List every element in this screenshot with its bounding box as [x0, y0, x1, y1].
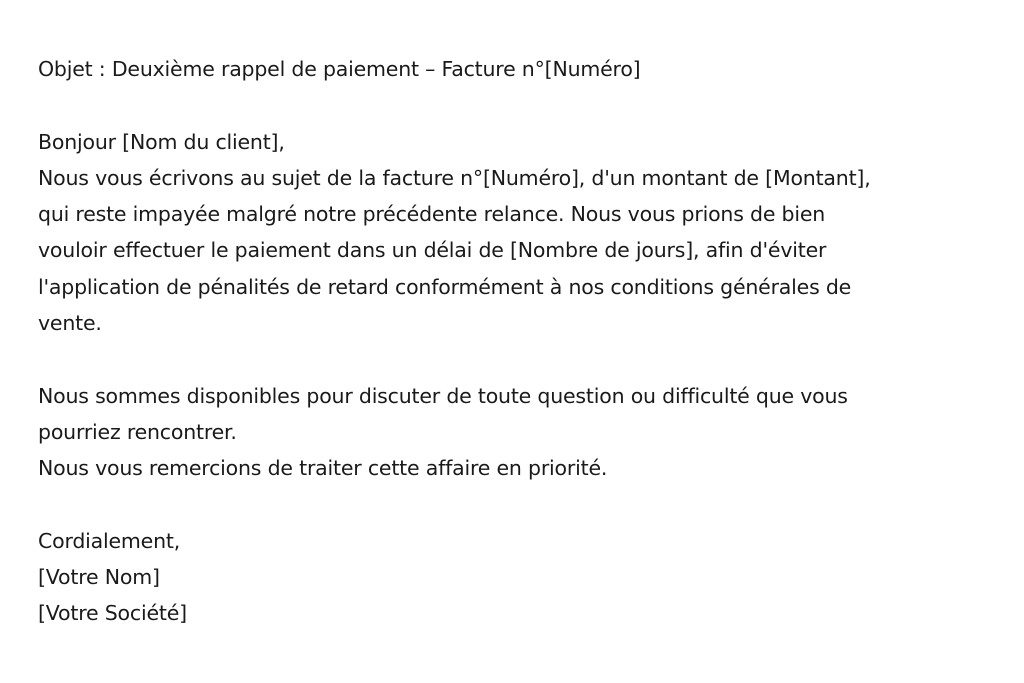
paragraph1-line: Nous vous écrivons au sujet de la facture n°[Numéro], d'un montant de [Montant], — [38, 165, 871, 190]
paragraph1-line: l'application de pénalités de retard conformément à nos conditions générales de — [38, 274, 852, 299]
spacer — [38, 87, 998, 123]
spacer — [38, 487, 998, 523]
paragraph3: Nous vous remercions de traiter cette affaire en priorité. — [38, 456, 608, 481]
letter-greeting: Bonjour [Nom du client], — [38, 129, 285, 154]
letter-subject: Objet : Deuxième rappel de paiement – Facture n°[Numéro] — [38, 57, 641, 81]
paragraph1-line: vente. — [38, 311, 102, 336]
letter-body — [38, 51, 998, 632]
paragraph1-line: qui reste impayée malgré notre précédente relance. Nous vous prions de bien — [38, 202, 826, 227]
paragraph2-line: Nous sommes disponibles pour discuter de toute question ou difficulté que vous — [38, 383, 848, 408]
paragraph1-line: vouloir effectuer le paiement dans un délai de [Nombre de jours], afin d'éviter — [38, 238, 827, 263]
spacer — [38, 341, 998, 377]
paragraph2-line: pourriez rencontrer. — [38, 419, 237, 444]
letter-closing: Cordialement, — [38, 528, 181, 553]
signature-name: [Votre Nom] — [38, 565, 160, 590]
signature-company: [Votre Société] — [38, 601, 187, 626]
